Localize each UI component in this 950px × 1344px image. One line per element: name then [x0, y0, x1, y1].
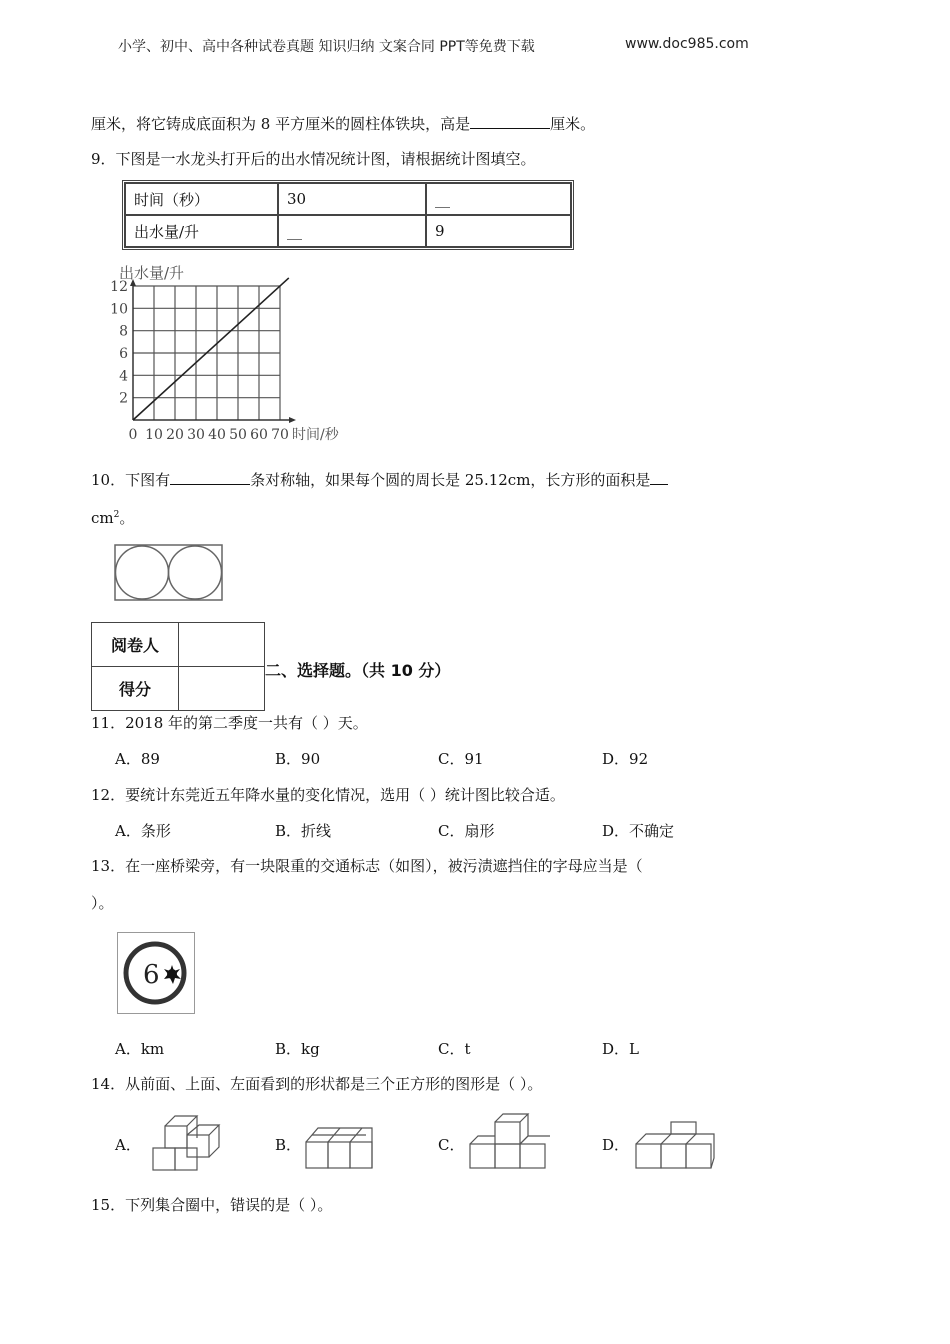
sign-number: 6 [143, 960, 160, 990]
x-tick-label: 30 [187, 427, 205, 443]
q13-option-d[interactable]: D．L [602, 1040, 639, 1058]
answer-blank [170, 470, 250, 485]
cube-figure-d[interactable] [632, 1120, 716, 1174]
question-13-text: 13．在一座桥梁旁，有一块限重的交通标志（如图），被污渍遮挡住的字母应当是（ [91, 857, 643, 875]
x-tick-label: 0 [128, 427, 138, 443]
question-8-unit: 厘米。 [550, 115, 596, 133]
x-axis-label: 时间/秒 [292, 427, 339, 443]
table-row [125, 183, 571, 215]
answer-blank [470, 114, 550, 129]
answer-blank [650, 470, 668, 485]
cube-figure-a[interactable] [143, 1103, 225, 1175]
y-tick-label: 2 [119, 390, 128, 407]
q13-option-a[interactable]: A．km [115, 1040, 165, 1058]
q14-option-a[interactable]: A． [115, 1136, 141, 1154]
q12-option-a[interactable]: A．条形 [115, 822, 171, 840]
stain-splat-icon [164, 965, 181, 984]
q11-option-a[interactable]: A．89 [115, 750, 160, 768]
x-tick-label: 20 [166, 427, 184, 443]
two-circles-rectangle-figure [113, 543, 225, 603]
weight-limit-sign [117, 932, 195, 1014]
y-tick-label: 8 [119, 323, 128, 340]
q12-option-d[interactable]: D．不确定 [602, 822, 675, 840]
score-label: 得分 [92, 667, 179, 711]
q13-option-c[interactable]: C．t [438, 1040, 471, 1058]
question-13-text-end: ）。 [91, 894, 114, 912]
table-cell: 出水量/升 [125, 215, 278, 247]
question-10-text-a: 10．下图有 [91, 471, 171, 489]
end-punct: 。 [119, 509, 135, 527]
table-cell: __ [426, 183, 571, 215]
q12-option-c[interactable]: C．扇形 [438, 822, 495, 840]
question-8-text: 厘米，将它铸成底面积为 8 平方厘米的圆柱体铁块，高是 [91, 115, 471, 133]
y-tick-label: 4 [119, 368, 128, 385]
question-10-text-b: 条对称轴，如果每个圆的周长是 25.12cm，长方形的面积是 [250, 471, 651, 489]
reviewer-cell[interactable] [179, 623, 265, 667]
circle-left [116, 546, 169, 599]
table-cell: 30 [278, 183, 426, 215]
question-9-text: 9．下图是一水龙头打开后的出水情况统计图，请根据统计图填空。 [91, 150, 536, 168]
q13-option-b[interactable]: B．kg [275, 1040, 320, 1058]
q12-option-b[interactable]: B．折线 [275, 822, 332, 840]
question-8-continuation [91, 113, 595, 134]
x-tick-label: 10 [145, 427, 163, 443]
question-9-table [122, 180, 574, 250]
cube-figure-b[interactable] [302, 1122, 376, 1174]
cube-figure-c[interactable] [466, 1110, 550, 1172]
question-14-text: 14．从前面、上面、左面看到的形状都是三个正方形的图形是（ ）。 [91, 1075, 543, 1093]
chart-title: 出水量/升 [119, 264, 185, 282]
y-tick-label: 6 [119, 346, 128, 362]
circle-right [169, 546, 222, 599]
question-12-text: 12．要统计东莞近五年降水量的变化情况，选用（ ）统计图比较合适。 [91, 786, 565, 804]
q14-option-d[interactable]: D． [602, 1136, 630, 1154]
unit-exponent: 2 [113, 510, 120, 520]
table-cell: __ [278, 215, 426, 247]
question-15-text: 15．下列集合圈中，错误的是（ ）。 [91, 1196, 333, 1214]
q14-option-b[interactable]: B． [275, 1136, 302, 1154]
q11-option-c[interactable]: C．91 [438, 750, 484, 768]
y-tick-label: 12 [110, 279, 128, 295]
header-site-link[interactable]: www.doc985.com [625, 36, 749, 52]
section-2-title: 二、选择题。（共 10 分） [265, 661, 451, 680]
question-10-unit [91, 507, 134, 528]
grading-box [91, 622, 265, 711]
q11-option-b[interactable]: B．90 [275, 750, 321, 768]
x-tick-label: 50 [229, 427, 247, 443]
table-cell: 9 [426, 215, 571, 247]
water-flow-line-chart [100, 262, 360, 447]
q11-option-d[interactable]: D．92 [602, 750, 649, 768]
score-cell[interactable] [179, 667, 265, 711]
x-tick-label: 70 [271, 427, 289, 443]
y-tick-label: 10 [110, 301, 128, 318]
table-row [125, 215, 571, 247]
header-banner: 小学、初中、高中各种试卷真题 知识归纳 文案合同 PPT等免费下载 [118, 39, 535, 55]
traffic-sign-icon [118, 933, 194, 1013]
x-tick-label: 40 [208, 427, 226, 443]
question-10 [91, 469, 668, 490]
table-cell: 时间（秒） [125, 183, 278, 215]
x-axis-arrow-icon [289, 417, 296, 423]
x-tick-label: 60 [250, 427, 268, 443]
data-series-line [133, 278, 289, 420]
q14-option-c[interactable]: C． [438, 1136, 465, 1154]
question-11-text: 11．2018 年的第二季度一共有（ ）天。 [91, 714, 368, 732]
unit-text: cm [91, 509, 114, 527]
reviewer-label: 阅卷人 [92, 623, 179, 667]
